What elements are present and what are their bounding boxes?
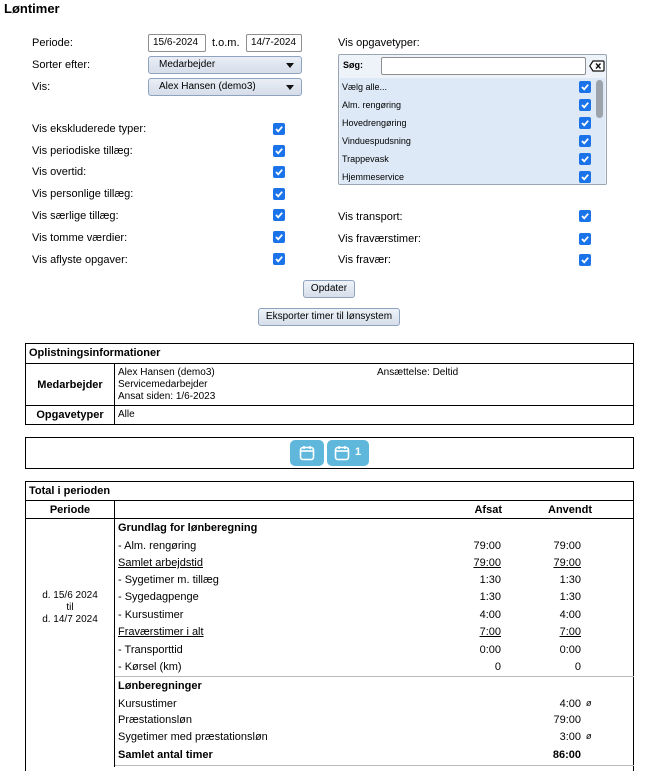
calendar-button[interactable] <box>290 440 324 466</box>
total-label: Samlet antal timer <box>118 749 213 761</box>
show-select[interactable] <box>148 78 302 96</box>
task-type-checkbox[interactable] <box>579 153 591 165</box>
period-from-text: d. 15/6 2024 <box>42 590 98 601</box>
sort-select[interactable] <box>148 56 302 74</box>
search-input[interactable] <box>381 57 586 75</box>
total-value: 86:00 <box>552 749 581 761</box>
column-header-afsat: Afsat <box>474 504 502 516</box>
show-absence-checkbox[interactable] <box>579 254 591 266</box>
row-afsat: 79:00 <box>473 557 501 569</box>
show-select-value: Alex Hansen (demo3) <box>159 81 256 92</box>
calc-row-label: Præstationsløn <box>118 714 192 726</box>
option-label: Vis overtid: <box>32 166 87 178</box>
list-scrollbar[interactable] <box>596 80 603 118</box>
row-label: - Sygetimer m. tillæg <box>118 574 219 586</box>
row-label: - Kørsel (km) <box>118 661 182 673</box>
list-item[interactable]: Alm. rengøring <box>342 100 402 110</box>
list-item[interactable]: Hjemmeservice <box>342 172 405 182</box>
employee-role: Servicemedarbejder <box>118 379 208 390</box>
chevron-down-icon <box>286 85 294 90</box>
task-types-row-value: Alle <box>118 409 135 420</box>
show-special-checkbox[interactable] <box>273 209 285 221</box>
calc-row-value: 3:00 <box>559 731 581 743</box>
option-label: Vis særlige tillæg: <box>32 210 119 222</box>
chevron-down-icon <box>286 63 294 68</box>
option-label: Vis fravær: <box>338 254 391 266</box>
list-item[interactable]: Hovedrengøring <box>342 118 407 128</box>
option-label: Vis periodiske tillæg: <box>32 145 133 157</box>
row-anvendt: 0:00 <box>559 644 581 656</box>
row-anvendt: 79:00 <box>553 540 581 552</box>
period-label: Periode: <box>32 37 73 49</box>
row-afsat: 0:00 <box>479 644 501 656</box>
task-type-checkbox[interactable] <box>579 117 591 129</box>
show-personal-checkbox[interactable] <box>273 188 285 200</box>
calendar-count-badge: 1 <box>355 446 362 458</box>
period-from-input[interactable]: 15/6-2024 <box>148 34 206 52</box>
page-title: Løntimer <box>4 1 60 16</box>
show-empty-checkbox[interactable] <box>273 231 285 243</box>
column-header-period: Periode <box>49 504 91 516</box>
option-label: Vis tomme værdier: <box>32 232 128 244</box>
employee-name: Alex Hansen (demo3) <box>118 367 215 378</box>
row-label: - Sygedagpenge <box>118 591 199 603</box>
task-types-listbox[interactable] <box>338 54 607 185</box>
list-item[interactable]: Vinduespudsning <box>342 136 411 146</box>
task-type-checkbox[interactable] <box>579 135 591 147</box>
period-to-text: d. 14/7 2024 <box>42 614 98 625</box>
calc-row-value: 4:00 <box>559 698 581 710</box>
row-afsat: 1:30 <box>479 574 501 586</box>
section-title: Lønberegninger <box>118 680 202 692</box>
row-anvendt: 1:30 <box>559 574 581 586</box>
show-absence-hours-checkbox[interactable] <box>579 233 591 245</box>
task-types-row-label: Opgavetyper <box>36 409 104 421</box>
sort-select-value: Medarbejder <box>159 59 216 70</box>
row-anvendt: 79:00 <box>553 557 581 569</box>
calendar-icon <box>299 445 315 461</box>
task-type-checkbox[interactable] <box>579 99 591 111</box>
task-types-list[interactable] <box>340 78 605 184</box>
task-type-checkbox[interactable] <box>579 171 591 183</box>
section-title: Grundlag for lønberegning <box>118 522 258 534</box>
show-transport-checkbox[interactable] <box>579 210 591 222</box>
row-anvendt: 0 <box>574 661 581 673</box>
option-label: Vis aflyste opgaver: <box>32 254 128 266</box>
row-afsat: 7:00 <box>479 626 501 638</box>
export-button[interactable]: Eksporter timer til lønsystem <box>258 308 400 326</box>
totals-header: Total i perioden <box>29 485 111 497</box>
column-header-anvendt: Anvendt <box>548 504 592 516</box>
calendar-icon <box>334 445 350 461</box>
show-overtime-checkbox[interactable] <box>273 166 285 178</box>
show-cancelled-checkbox[interactable] <box>273 253 285 265</box>
option-label: Vis personlige tillæg: <box>32 188 134 200</box>
row-label: - Transporttid <box>118 644 183 656</box>
calendar-count-button[interactable] <box>327 440 369 466</box>
period-separator: t.o.m. <box>212 37 240 49</box>
calc-row-value: 79:00 <box>553 714 581 726</box>
row-anvendt: 7:00 <box>559 626 581 638</box>
search-label: Søg: <box>343 60 363 70</box>
calc-row-label: Sygetimer med præstationsløn <box>118 731 268 743</box>
sort-label: Sorter efter: <box>32 59 91 71</box>
row-afsat: 0 <box>494 661 501 673</box>
row-afsat: 1:30 <box>479 591 501 603</box>
option-label: Vis fraværstimer: <box>338 233 421 245</box>
row-anvendt: 4:00 <box>559 609 581 621</box>
employee-since: Ansat siden: 1/6-2023 <box>118 391 216 402</box>
list-item[interactable]: Trappevask <box>342 154 389 164</box>
show-periodic-checkbox[interactable] <box>273 145 285 157</box>
option-label: Vis ekskluderede typer: <box>32 123 147 135</box>
row-afsat: 79:00 <box>473 540 501 552</box>
row-label: - Kursustimer <box>118 609 184 621</box>
info-header: Oplistningsinformationer <box>29 347 161 359</box>
employment-type: Ansættelse: Deltid <box>377 367 459 378</box>
task-type-checkbox[interactable] <box>579 81 591 93</box>
period-to-input[interactable]: 14/7-2024 <box>246 34 302 52</box>
employee-label: Medarbejder <box>37 379 103 391</box>
option-label: Vis transport: <box>338 211 403 223</box>
list-item[interactable]: Vælg alle... <box>342 82 388 92</box>
row-label: Samlet arbejdstid <box>118 557 203 569</box>
row-label: - Alm. rengøring <box>118 540 197 552</box>
info-marker-icon[interactable]: ø <box>586 698 592 708</box>
update-button[interactable]: Opdater <box>303 280 355 298</box>
row-anvendt: 1:30 <box>559 591 581 603</box>
show-excluded-checkbox[interactable] <box>273 123 285 135</box>
calc-row-label: Kursustimer <box>118 698 177 710</box>
row-label: Fraværstimer i alt <box>118 626 204 638</box>
show-label: Vis: <box>32 81 51 93</box>
row-afsat: 4:00 <box>479 609 501 621</box>
period-til-text: til <box>66 602 74 613</box>
clear-search-icon[interactable] <box>589 60 605 72</box>
info-marker-icon[interactable]: ø <box>586 731 592 741</box>
task-types-label: Vis opgavetyper: <box>338 37 420 49</box>
